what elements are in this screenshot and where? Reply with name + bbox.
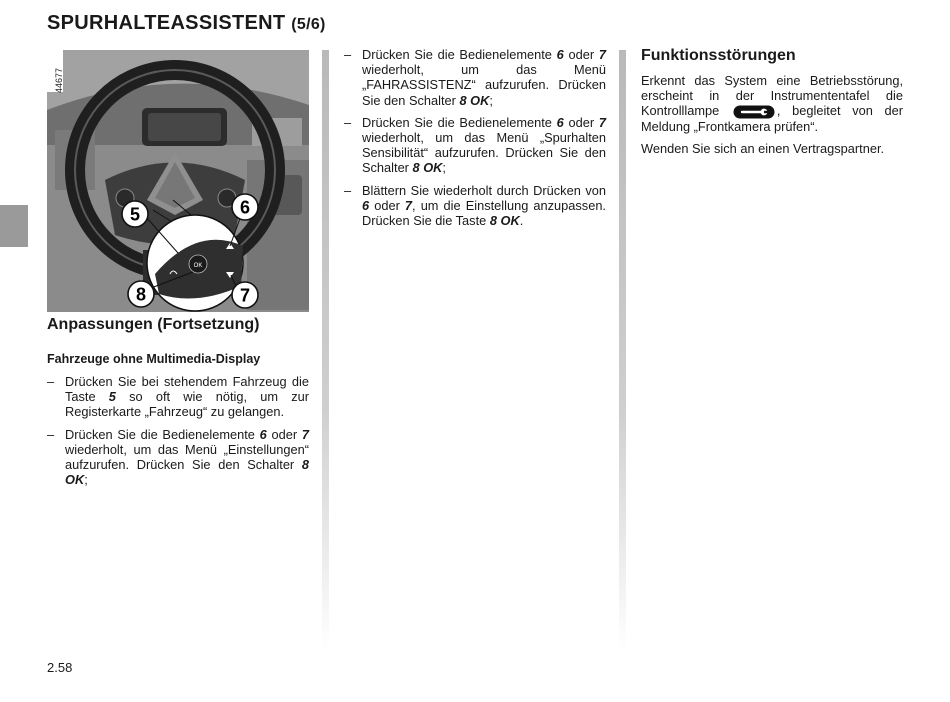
item-ref: 6: [556, 114, 564, 130]
steering-wheel-drawing: [47, 50, 309, 312]
paragraph: [641, 73, 903, 134]
item-text: oder: [563, 114, 599, 130]
callout-8-label: 8: [135, 284, 147, 305]
page-title: [47, 12, 326, 35]
wrench-warning-lamp-icon: [733, 105, 775, 119]
chapter-tab: [0, 205, 28, 247]
item-ref: 6: [556, 47, 564, 62]
list-dash: –: [344, 47, 352, 62]
item-text: oder: [369, 197, 405, 213]
paragraph: Wenden Sie sich an einen Vertragspartner.: [641, 141, 885, 157]
list-item: [47, 374, 309, 420]
item-text: Blättern Sie wiederholt durch Drücken von: [362, 182, 606, 198]
list-item: [344, 183, 606, 229]
item-ref: 6: [259, 426, 267, 442]
item-ref: 8 OK: [65, 457, 309, 488]
item-ref: 8 OK: [412, 160, 443, 176]
list-dash: –: [47, 374, 55, 389]
figure-number: 44677: [54, 67, 64, 93]
item-ref: 7: [404, 197, 413, 213]
item-text: , um die Einstellung anzupassen. Drücken Sie die Taste: [362, 197, 606, 229]
item-text: wiederholt, um das Menü „Einstellungen“ aufzurufen. Drücken Sie den Schalter: [65, 441, 309, 473]
item-text: ;: [84, 472, 88, 488]
item-ref: 7: [598, 114, 606, 130]
list-dash: –: [344, 182, 352, 198]
paragraph-text: , begleitet von der Meldung „Frontkamera prüfen“.: [641, 103, 903, 135]
page-number: 2.58: [47, 660, 73, 675]
item-ref: 8 OK: [459, 92, 490, 108]
item-ref: 7: [301, 426, 309, 442]
column-right: [641, 47, 903, 163]
column-left: [47, 316, 309, 494]
item-text: Drücken Sie bei stehendem Fahrzeug die Taste: [65, 374, 309, 405]
callout-7-label: 7: [239, 285, 251, 306]
item-ref: 6: [362, 197, 370, 213]
callout-6-label: 6: [239, 197, 251, 218]
item-text: wiederholt, um das Menü „FAHRASSISTENZ“ aufzurufen. Drücken Sie den Schalter: [362, 62, 606, 108]
item-text: ;: [489, 92, 493, 108]
item-text: Drücken Sie die Bedienelemente: [65, 426, 260, 442]
list-item: [47, 427, 309, 488]
column-middle: [344, 47, 606, 235]
ok-button-label: OK: [193, 263, 203, 269]
item-ref: 5: [108, 389, 116, 405]
column-divider: [322, 50, 329, 650]
callout-5-label: 5: [129, 204, 141, 225]
page-title-part: (5/6): [291, 16, 326, 33]
item-ref: 7: [598, 47, 606, 62]
steering-wheel-illustration: [47, 50, 309, 312]
column-divider: [619, 50, 626, 650]
item-text: .: [519, 213, 524, 229]
list-item: [344, 115, 606, 176]
paragraph-text: Erkennt das System eine Betriebsstörung, erscheint in der Instrumententafel die Kontrolllampe: [641, 73, 903, 119]
section-heading: Anpassungen (Fortsetzung): [47, 316, 260, 333]
list-dash: –: [344, 114, 352, 130]
item-text: wiederholt, um das Menü „Spurhalten Sensibilität“ aufzurufen. Drücken Sie den Schalter: [362, 130, 606, 176]
subheading: Fahrzeuge ohne Multimedia-Display: [47, 352, 261, 366]
item-text: ;: [442, 160, 446, 176]
list-dash: –: [47, 426, 55, 442]
item-text: oder: [563, 47, 599, 62]
item-text: oder: [266, 426, 302, 442]
item-text: Drücken Sie die Bedienelemente: [362, 47, 557, 62]
page-title-text: SPURHALTEASSISTENT: [47, 12, 286, 34]
item-ref: 8 OK: [489, 213, 520, 229]
item-text: so oft wie nötig, um zur Registerkarte „Fahrzeug“ zu gelangen.: [65, 389, 309, 420]
list-item: [344, 47, 606, 108]
item-text: Drücken Sie die Bedienelemente: [362, 114, 557, 130]
section-heading: Funktionsstörungen: [641, 47, 796, 64]
